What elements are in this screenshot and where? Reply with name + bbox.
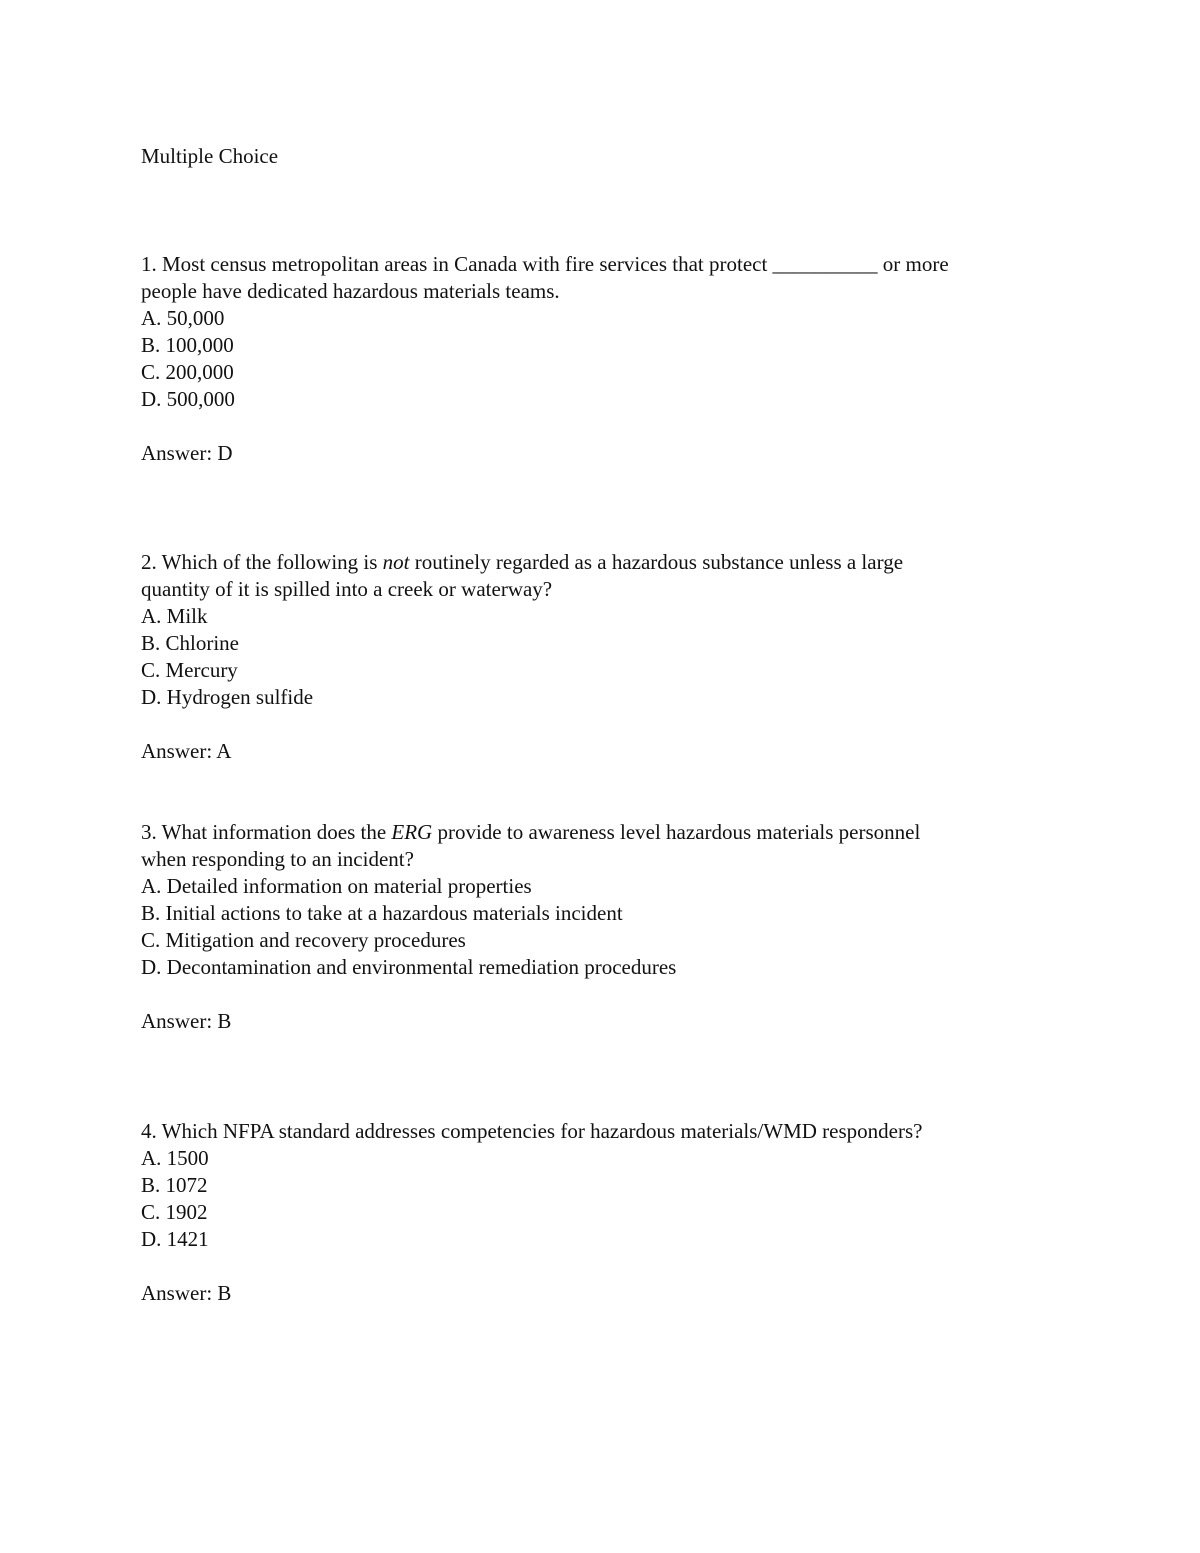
question-stem-text: 2. Which of the following is <box>141 550 383 574</box>
section-heading: Multiple Choice <box>141 144 279 168</box>
question-stem: 4. Which NFPA standard addresses competencies for hazardous materials/WMD responders? <box>141 1119 923 1143</box>
question-stem-text: provide to awareness level hazardous materials personnel <box>432 820 921 844</box>
answer-key: Answer: A <box>141 739 232 763</box>
answer-option: B. Chlorine <box>141 631 239 655</box>
emphasis-text: ERG <box>391 820 433 844</box>
answer-option: D. 1421 <box>141 1227 209 1251</box>
answer-option: B. 1072 <box>141 1173 208 1197</box>
answer-option: B. Initial actions to take at a hazardous materials incident <box>141 901 623 925</box>
answer-option: D. Decontamination and environmental remediation procedures <box>141 955 677 979</box>
question-2 <box>141 549 1061 765</box>
question-stem-text: routinely regarded as a hazardous substance unless a large <box>409 550 904 574</box>
answer-option: C. Mitigation and recovery procedures <box>141 928 466 952</box>
answer-option: C. Mercury <box>141 658 238 682</box>
question-4 <box>141 1118 1061 1307</box>
question-1 <box>141 251 1061 467</box>
answer-option: C. 1902 <box>141 1200 208 1224</box>
question-stem: when responding to an incident? <box>141 847 414 871</box>
question-3 <box>141 819 1061 1035</box>
question-stem: people have dedicated hazardous materials teams. <box>141 279 560 303</box>
answer-option: C. 200,000 <box>141 360 234 384</box>
answer-key: Answer: B <box>141 1281 232 1305</box>
question-stem <box>141 549 1061 576</box>
answer-option: D. 500,000 <box>141 387 235 411</box>
answer-option: A. Detailed information on material properties <box>141 874 532 898</box>
answer-option: A. 1500 <box>141 1146 209 1170</box>
question-stem: quantity of it is spilled into a creek or waterway? <box>141 577 553 601</box>
question-stem: 1. Most census metropolitan areas in Canada with fire services that protect __________ or more <box>141 252 949 276</box>
question-stem <box>141 819 1061 846</box>
answer-option: D. Hydrogen sulfide <box>141 685 314 709</box>
answer-option: A. 50,000 <box>141 306 225 330</box>
answer-key: Answer: D <box>141 441 233 465</box>
answer-option: B. 100,000 <box>141 333 234 357</box>
answer-option: A. Milk <box>141 604 208 628</box>
emphasis-text: not <box>382 550 410 574</box>
question-stem-text: 3. What information does the <box>141 820 392 844</box>
answer-key: Answer: B <box>141 1009 232 1033</box>
